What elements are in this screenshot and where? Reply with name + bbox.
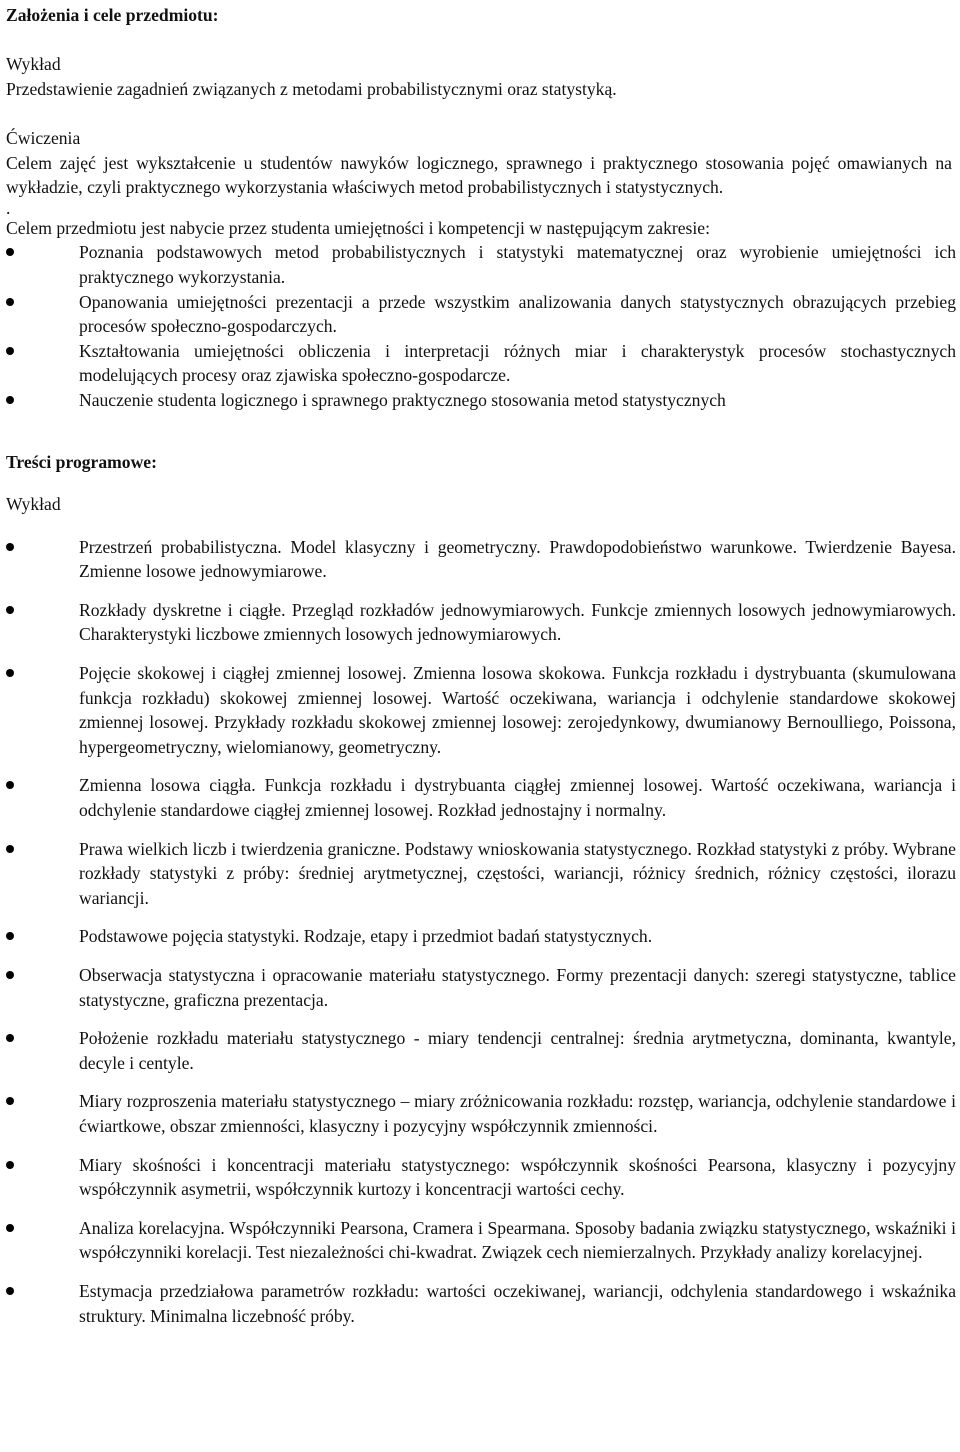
lecture-description: Przedstawienie zagadnień związanych z metodami probabilistycznymi oraz statystyką. [6,78,617,99]
goal-text: Poznania podstawowych metod probabilistycznych i statystyki matematycznej oraz wyrobienie umiejętności ich praktycznego wykorzystania. [79,242,956,287]
bullet-icon [6,1287,14,1295]
topic-text: Pojęcie skokowej i ciągłej zmiennej losowej. Zmienna losowa skokowa. Funkcja rozkładu i dystrybuanta (skumulowana funkcja rozkładu) skokowej zmiennej losowej. Wartość oczekiwana, wariancja i odchylenie standardowe skokowej zmiennej losowej. Przykłady rozkładu skokowej zmiennej losowej: zerojedynkowy, dwumianowy Bernoulliego, Poissona, hypergeometryczny, wielomianowy, geometryczny. [79,663,956,757]
topic-item [6,598,956,647]
goal-text: Nauczenie studenta logicznego i sprawnego praktycznego stosowania metod statystycznych [79,389,726,410]
topic-text: Prawa wielkich liczb i twierdzenia graniczne. Podstawy wnioskowania statystycznego. Rozkład statystyki z próby. Wybrane rozkłady statystyki z próby: średniej arytmetycznej, częstości, wariancji, różnicy średnich, różnicy częstości, ilorazu wariancji. [79,838,956,908]
goal-text: Opanowania umiejętności prezentacji a przede wszystkim analizowania danych statystycznych obrazujących przebieg procesów społeczno-gospodarczych. [79,291,956,337]
topic-item [6,963,956,1012]
topic-text: Rozkłady dyskretne i ciągłe. Przegląd rozkładów jednowymiarowych. Funkcje zmiennych losowych jednowymiarowych. Charakterystyki liczbowe zmiennych losowych jednowymiarowych. [79,599,956,645]
bullet-icon [6,1224,14,1232]
goals-list [6,240,956,412]
topic-text: Podstawowe pojęcia statystyki. Rodzaje, etapy i przedmiot badań statystycznych. [79,926,653,947]
exercises-label: Ćwiczenia [6,127,81,148]
topic-item [6,1026,956,1075]
topic-item [6,773,956,822]
goal-item [6,240,956,289]
topic-text: Analiza korelacyjna. Współczynniki Pearsona, Cramera i Spearmana. Sposoby badania związku statystycznego, wskaźniki i współczynniki korelacji. Test niezależności chi-kwadrat. Związek cech niemierzalnych. Przykłady analizy korelacyjnej. [79,1217,956,1263]
topic-item [6,1089,956,1138]
spacer [6,101,956,126]
topic-item [6,837,956,911]
spacer [6,474,956,492]
goal-text: Kształtowania umiejętności obliczenia i interpretacji różnych miar i charakterystyk procesów stochastycznych modelujących procesy oraz zjawiska społeczno-gospodarcze. [79,340,956,386]
topic-item [6,1279,956,1328]
lecture-label: Wykład [6,54,61,75]
section-heading-goals: Założenia i cele przedmiotu: [6,5,219,25]
bullet-icon [6,781,14,789]
goal-item [6,339,956,388]
topic-text: Obserwacja statystyczna i opracowanie materiału statystycznego. Formy prezentacji danych: szeregi statystyczne, tablice statystyczne, graficzna prezentacja. [79,965,956,1010]
bullet-icon [6,1161,14,1169]
bullet-icon [6,248,14,256]
exercises-description: Celem zajęć jest wykształcenie u studentów nawyków logicznego, sprawnego i praktycznego stosowania pojęć omawianych na wykładzie, czyli praktycznego wykorzystania właściwych metod probabilistycznych i statystycznych. [6,152,952,198]
topic-text: Miary skośności i koncentracji materiału statystycznego: współczynnik skośności Pearsona, klasyczny i pozycyjny współczynnik asymetrii, współczynnik kurtozy i koncentracji wartości cechy. [79,1154,956,1200]
section-heading-content: Treści programowe: [6,451,157,472]
topic-text: Położenie rozkładu materiału statystycznego - miary tendencji centralnej: średnia arytmetyczna, dominanta, kwantyle, decyle i centyle. [79,1028,956,1073]
topics-list [6,535,956,1328]
bullet-icon [6,543,14,551]
bullet-icon [6,606,14,614]
document [6,0,956,1342]
topic-text: Estymacja przedziałowa parametrów rozkładu: wartości oczekiwanej, wariancji, odchylenia standardowego i wskaźnika struktury. Minimalna liczebność próby. [79,1280,956,1326]
topic-item [6,924,956,949]
stray-dot: . [6,197,11,218]
bullet-icon [6,298,14,306]
goals-intro: Celem przedmiotu jest nabycie przez studenta umiejętności i kompetencji w następującym zakresie: [6,217,710,238]
bullet-icon [6,1097,14,1105]
goal-item [6,388,956,413]
bullet-icon [6,347,14,355]
lecture-label: Wykład [6,494,61,515]
topic-text: Miary rozproszenia materiału statystycznego – miary zróżnicowania rozkładu: rozstęp, wariancja, odchylenie standardowe i ćwiartkowe, obszar zmienności, klasyczny i pozycyjny współczynnik zmienności. [79,1091,956,1136]
topic-item [6,661,956,759]
topic-text: Zmienna losowa ciągła. Funkcja rozkładu i dystrybuanta ciągłej zmiennej losowej. Wartość oczekiwana, wariancja i odchylenie standardowe ciągłej zmiennej losowej. Rozkład jednostajny i normalny. [79,775,956,821]
spacer [6,413,956,447]
spacer [6,28,956,53]
bullet-icon [6,971,14,979]
topic-text: Przestrzeń probabilistyczna. Model klasyczny i geometryczny. Prawdopodobieństwo warunkowe. Twierdzenie Bayesa. Zmienne losowe jednowymiarowe. [79,536,956,582]
goal-item [6,290,956,339]
bullet-icon [6,1034,14,1042]
topic-item [6,535,956,584]
bullet-icon [6,845,14,853]
topic-item [6,1153,956,1202]
bullet-icon [6,396,14,404]
topic-item [6,1216,956,1265]
bullet-icon [6,932,14,940]
bullet-icon [6,669,14,677]
